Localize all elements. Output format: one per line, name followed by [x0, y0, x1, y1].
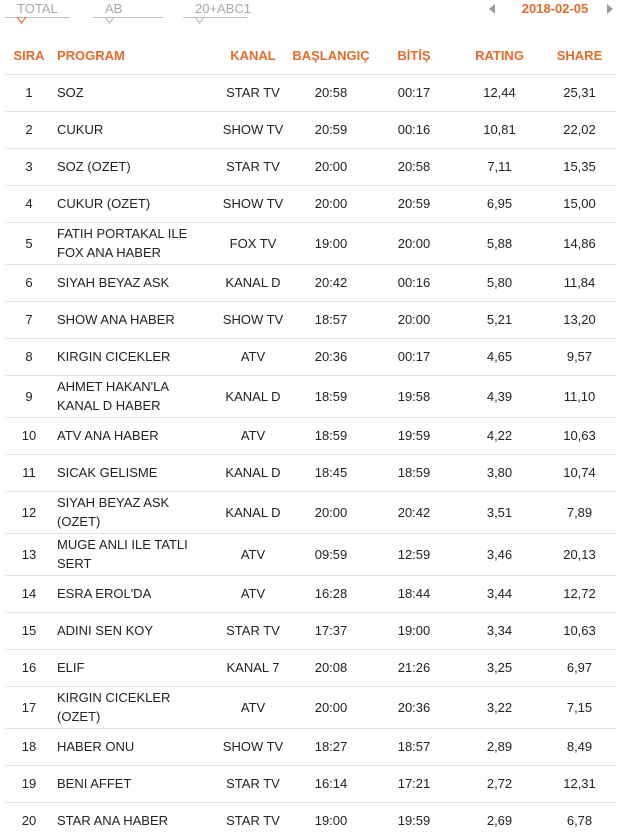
table-row [5, 491, 617, 533]
cell-program: CUKUR [53, 111, 215, 148]
cell-end-time: 12:59 [371, 533, 457, 575]
cell-share: 14,86 [542, 222, 617, 264]
cell-channel: STAR TV [215, 612, 291, 649]
cell-start-time: 18:59 [291, 417, 371, 454]
table-row [5, 264, 617, 301]
cell-start-time: 20:00 [291, 148, 371, 185]
cell-end-time: 18:59 [371, 454, 457, 491]
table-row [5, 222, 617, 264]
cell-share: 25,31 [542, 74, 617, 111]
cell-start-time: 18:27 [291, 728, 371, 765]
tab-notch-icon [195, 17, 204, 25]
cell-share: 22,02 [542, 111, 617, 148]
cell-share: 8,49 [542, 728, 617, 765]
chevron-right-icon[interactable] [606, 0, 620, 18]
cell-share: 10,63 [542, 612, 617, 649]
cell-share: 11,10 [542, 375, 617, 417]
cell-program: SOZ [53, 74, 215, 111]
cell-channel: SHOW TV [215, 728, 291, 765]
tab-notch-icon [105, 17, 114, 25]
cell-program: ESRA EROL'DA [53, 575, 215, 612]
ratings-table [5, 38, 617, 834]
cell-channel: SHOW TV [215, 301, 291, 338]
tab-label: AB [105, 1, 123, 16]
cell-program: MUGE ANLI ILE TATLI SERT [53, 533, 215, 575]
cell-rating: 4,65 [457, 338, 542, 375]
cell-program: CUKUR (OZET) [53, 185, 215, 222]
cell-end-time: 00:17 [371, 74, 457, 111]
cell-rating: 12,44 [457, 74, 542, 111]
header-share[interactable]: SHARE [556, 48, 603, 64]
cell-rating: 7,11 [457, 148, 542, 185]
cell-channel: SHOW TV [215, 185, 291, 222]
cell-start-time: 20:08 [291, 649, 371, 686]
cell-end-time: 17:21 [371, 765, 457, 802]
cell-share: 15,35 [542, 148, 617, 185]
cell-share: 9,57 [542, 338, 617, 375]
tab-notch-icon [17, 17, 26, 25]
cell-rank: 2 [5, 111, 53, 148]
cell-share: 12,72 [542, 575, 617, 612]
table-row [5, 649, 617, 686]
table-row [5, 148, 617, 185]
tab-label: 20+ABC1 [195, 1, 252, 16]
cell-rating: 2,89 [457, 728, 542, 765]
cell-rank: 15 [5, 612, 53, 649]
cell-rank: 16 [5, 649, 53, 686]
cell-rank: 10 [5, 417, 53, 454]
cell-rank: 20 [5, 802, 53, 834]
cell-program: KIRGIN CICEKLER [53, 338, 215, 375]
cell-rating: 5,88 [457, 222, 542, 264]
cell-share: 7,89 [542, 491, 617, 533]
cell-rating: 5,21 [457, 301, 542, 338]
cell-share: 11,84 [542, 264, 617, 301]
cell-end-time: 19:00 [371, 612, 457, 649]
tab-label: TOTAL [17, 1, 58, 16]
table-row [5, 74, 617, 111]
cell-start-time: 18:57 [291, 301, 371, 338]
cell-end-time: 20:00 [371, 222, 457, 264]
cell-rank: 11 [5, 454, 53, 491]
cell-rating: 4,39 [457, 375, 542, 417]
cell-end-time: 21:26 [371, 649, 457, 686]
cell-channel: STAR TV [215, 765, 291, 802]
header-end[interactable]: BİTİŞ [397, 48, 431, 64]
cell-rank: 3 [5, 148, 53, 185]
cell-rating: 2,72 [457, 765, 542, 802]
cell-end-time: 19:59 [371, 802, 457, 834]
cell-start-time: 20:00 [291, 686, 371, 728]
cell-program: SIYAH BEYAZ ASK (OZET) [53, 491, 215, 533]
cell-rank: 6 [5, 264, 53, 301]
cell-rank: 7 [5, 301, 53, 338]
cell-channel: ATV [215, 686, 291, 728]
table-row [5, 533, 617, 575]
table-row [5, 111, 617, 148]
cell-channel: KANAL D [215, 491, 291, 533]
cell-program: STAR ANA HABER [53, 802, 215, 834]
cell-share: 6,78 [542, 802, 617, 834]
cell-start-time: 20:00 [291, 185, 371, 222]
cell-channel: KANAL D [215, 375, 291, 417]
cell-rank: 1 [5, 74, 53, 111]
tab-total[interactable] [5, 2, 70, 26]
table-row [5, 802, 617, 834]
cell-start-time: 17:37 [291, 612, 371, 649]
table-row [5, 686, 617, 728]
cell-rating: 3,51 [457, 491, 542, 533]
table-row [5, 575, 617, 612]
cell-program: ADINI SEN KOY [53, 612, 215, 649]
cell-end-time: 20:36 [371, 686, 457, 728]
cell-share: 10,74 [542, 454, 617, 491]
cell-channel: STAR TV [215, 148, 291, 185]
cell-program: ATV ANA HABER [53, 417, 215, 454]
cell-share: 20,13 [542, 533, 617, 575]
cell-program: SOZ (OZET) [53, 148, 215, 185]
cell-end-time: 20:59 [371, 185, 457, 222]
cell-channel: KANAL 7 [215, 649, 291, 686]
cell-share: 13,20 [542, 301, 617, 338]
cell-rank: 9 [5, 375, 53, 417]
cell-share: 7,15 [542, 686, 617, 728]
cell-rating: 3,44 [457, 575, 542, 612]
tab-underline [5, 17, 70, 18]
cell-end-time: 00:16 [371, 264, 457, 301]
cell-start-time: 18:59 [291, 375, 371, 417]
table-row [5, 338, 617, 375]
cell-program: SHOW ANA HABER [53, 301, 215, 338]
cell-channel: STAR TV [215, 802, 291, 834]
table-row [5, 612, 617, 649]
cell-channel: KANAL D [215, 454, 291, 491]
header-program[interactable]: PROGRAM [57, 48, 125, 64]
cell-end-time: 20:58 [371, 148, 457, 185]
cell-end-time: 19:58 [371, 375, 457, 417]
header-rank[interactable]: SIRA [13, 48, 45, 64]
cell-rating: 3,25 [457, 649, 542, 686]
cell-program: AHMET HAKAN'LA KANAL D HABER [53, 375, 215, 417]
cell-start-time: 20:00 [291, 491, 371, 533]
cell-channel: STAR TV [215, 74, 291, 111]
cell-rating: 3,46 [457, 533, 542, 575]
cell-rank: 4 [5, 185, 53, 222]
cell-share: 6,97 [542, 649, 617, 686]
cell-start-time: 18:45 [291, 454, 371, 491]
cell-channel: FOX TV [215, 222, 291, 264]
cell-program: SIYAH BEYAZ ASK [53, 264, 215, 301]
cell-program: HABER ONU [53, 728, 215, 765]
cell-share: 12,31 [542, 765, 617, 802]
table-row [5, 454, 617, 491]
cell-program: FATIH PORTAKAL ILE FOX ANA HABER [53, 222, 215, 264]
cell-end-time: 19:59 [371, 417, 457, 454]
table-row [5, 375, 617, 417]
cell-rating: 3,22 [457, 686, 542, 728]
cell-start-time: 19:00 [291, 222, 371, 264]
tab-bar [0, 0, 625, 30]
tab-ab[interactable] [93, 2, 163, 26]
cell-rank: 5 [5, 222, 53, 264]
cell-end-time: 18:57 [371, 728, 457, 765]
cell-channel: ATV [215, 533, 291, 575]
table-row [5, 417, 617, 454]
cell-rank: 17 [5, 686, 53, 728]
table-row [5, 765, 617, 802]
cell-end-time: 20:42 [371, 491, 457, 533]
tab-20-abc1[interactable] [183, 1, 252, 26]
cell-start-time: 20:59 [291, 111, 371, 148]
tab-underline [93, 17, 163, 18]
cell-channel: ATV [215, 575, 291, 612]
header-rating[interactable]: RATING [475, 48, 524, 64]
chevron-left-icon[interactable] [488, 0, 502, 18]
cell-start-time: 16:14 [291, 765, 371, 802]
cell-end-time: 20:00 [371, 301, 457, 338]
cell-rating: 4,22 [457, 417, 542, 454]
cell-rank: 18 [5, 728, 53, 765]
cell-program: BENI AFFET [53, 765, 215, 802]
cell-share: 10,63 [542, 417, 617, 454]
header-start[interactable]: BAŞLANGIÇ [292, 48, 370, 64]
tab-underline [183, 17, 247, 18]
cell-rank: 14 [5, 575, 53, 612]
cell-start-time: 19:00 [291, 802, 371, 834]
cell-rating: 3,34 [457, 612, 542, 649]
cell-start-time: 20:36 [291, 338, 371, 375]
cell-start-time: 20:42 [291, 264, 371, 301]
table-row [5, 185, 617, 222]
table-row [5, 301, 617, 338]
header-channel[interactable]: KANAL [230, 48, 276, 64]
cell-rating: 6,95 [457, 185, 542, 222]
cell-program: KIRGIN CICEKLER (OZET) [53, 686, 215, 728]
cell-rating: 2,69 [457, 802, 542, 834]
cell-end-time: 00:16 [371, 111, 457, 148]
selected-date[interactable]: 2018-02-05 [521, 1, 589, 16]
cell-channel: KANAL D [215, 264, 291, 301]
table-row [5, 728, 617, 765]
cell-rank: 12 [5, 491, 53, 533]
cell-rank: 19 [5, 765, 53, 802]
table-header-row [5, 38, 617, 74]
cell-rating: 5,80 [457, 264, 542, 301]
cell-channel: ATV [215, 417, 291, 454]
cell-start-time: 09:59 [291, 533, 371, 575]
cell-end-time: 00:17 [371, 338, 457, 375]
cell-channel: ATV [215, 338, 291, 375]
cell-program: SICAK GELISME [53, 454, 215, 491]
cell-start-time: 16:28 [291, 575, 371, 612]
cell-start-time: 20:58 [291, 74, 371, 111]
cell-program: ELIF [53, 649, 215, 686]
cell-channel: SHOW TV [215, 111, 291, 148]
cell-rank: 8 [5, 338, 53, 375]
cell-rating: 10,81 [457, 111, 542, 148]
cell-end-time: 18:44 [371, 575, 457, 612]
cell-share: 15,00 [542, 185, 617, 222]
cell-rank: 13 [5, 533, 53, 575]
cell-rating: 3,80 [457, 454, 542, 491]
ratings-table-container [5, 38, 617, 834]
